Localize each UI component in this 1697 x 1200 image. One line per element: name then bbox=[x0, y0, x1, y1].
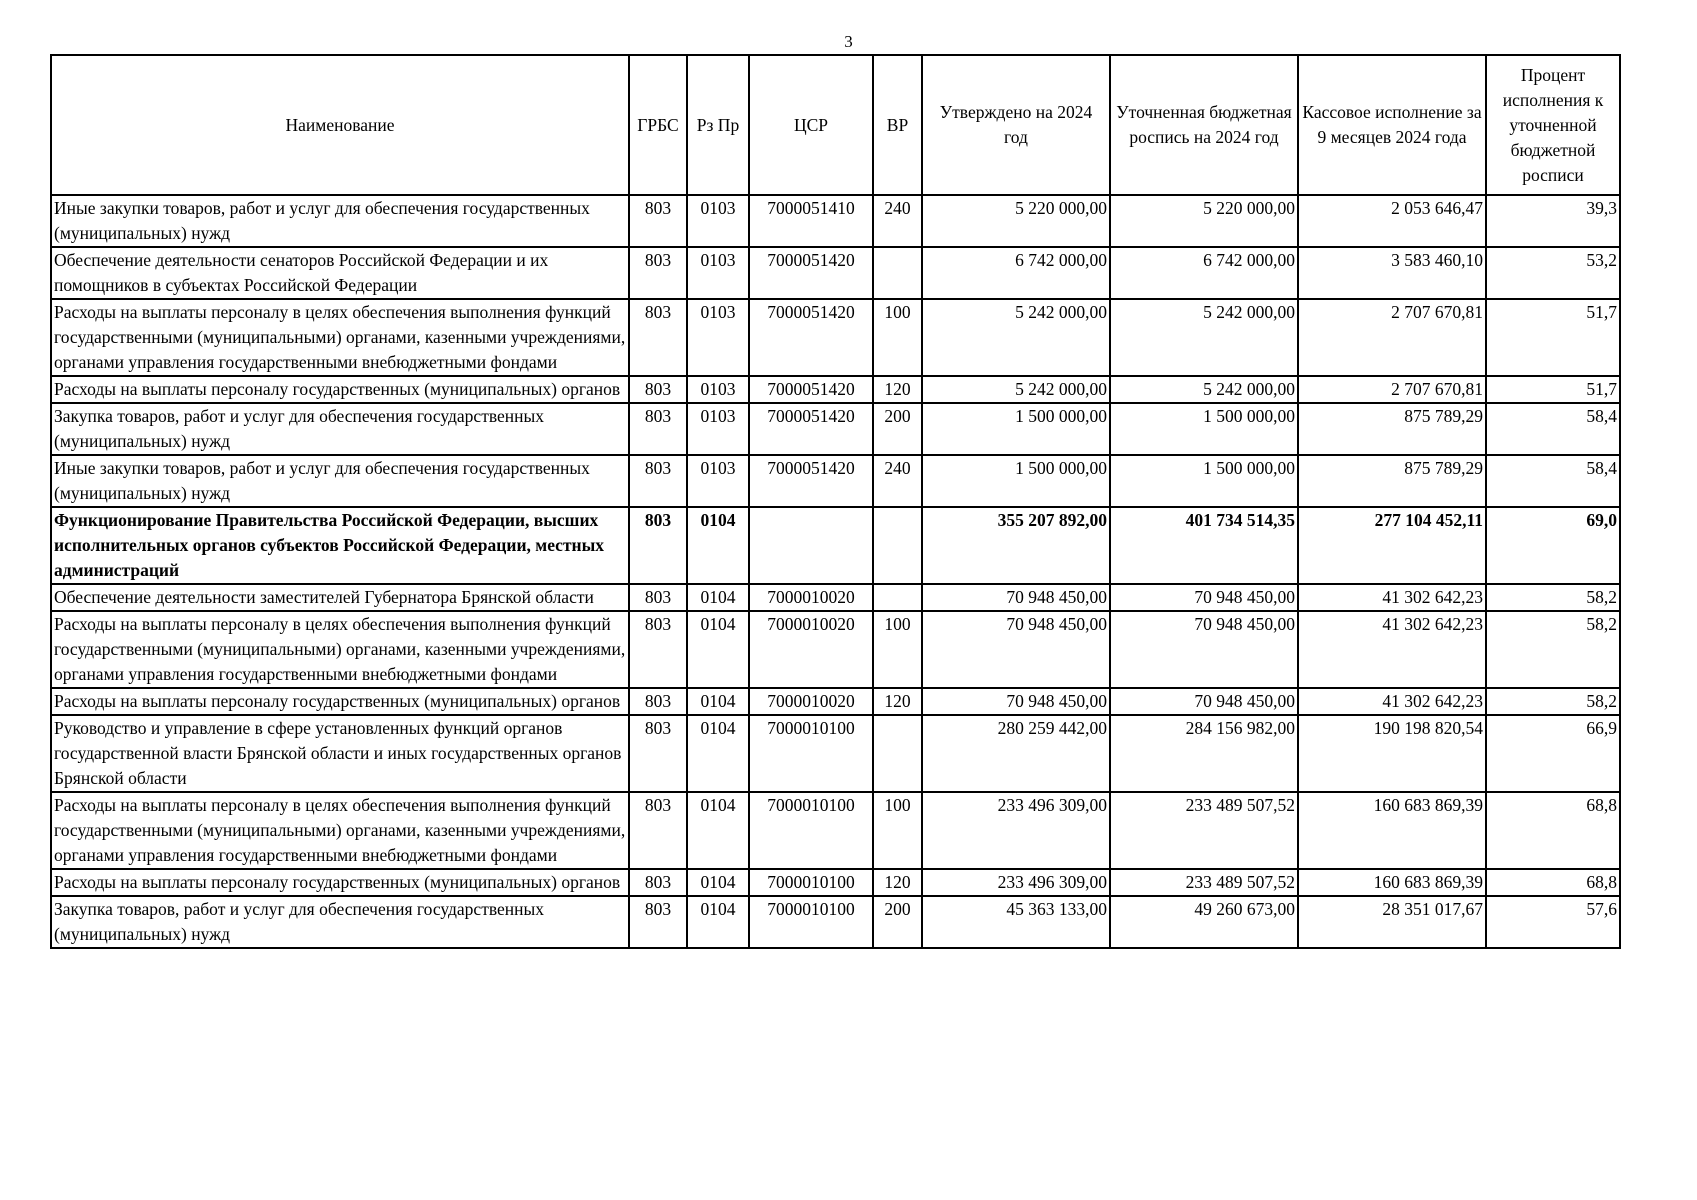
cell-vr: 240 bbox=[873, 455, 922, 507]
cell-rzpr: 0104 bbox=[687, 869, 749, 896]
cell-percent: 68,8 bbox=[1486, 792, 1620, 869]
cell-percent: 57,6 bbox=[1486, 896, 1620, 948]
cell-csr: 7000010100 bbox=[749, 715, 873, 792]
cell-refined: 1 500 000,00 bbox=[1110, 455, 1298, 507]
cell-refined: 5 242 000,00 bbox=[1110, 376, 1298, 403]
cell-cash: 875 789,29 bbox=[1298, 403, 1486, 455]
table-row bbox=[51, 584, 1620, 611]
budget-table bbox=[50, 54, 1621, 949]
cell-grbs: 803 bbox=[629, 455, 687, 507]
cell-name: Расходы на выплаты персоналу в целях обеспечения выполнения функций государственными (муниципальными) органами, казенными учреждениями, органами управления государственными внебюджетными фондами bbox=[51, 611, 629, 688]
cell-cash: 160 683 869,39 bbox=[1298, 792, 1486, 869]
col-header-approved: Утверждено на 2024 год bbox=[922, 55, 1110, 195]
table-row bbox=[51, 403, 1620, 455]
cell-csr: 7000010020 bbox=[749, 611, 873, 688]
cell-csr: 7000051420 bbox=[749, 376, 873, 403]
cell-approved: 5 242 000,00 bbox=[922, 299, 1110, 376]
cell-csr: 7000051410 bbox=[749, 195, 873, 247]
col-header-cash: Кассовое исполнение за 9 месяцев 2024 года bbox=[1298, 55, 1486, 195]
cell-name: Расходы на выплаты персоналу государственных (муниципальных) органов bbox=[51, 688, 629, 715]
cell-vr: 200 bbox=[873, 403, 922, 455]
cell-rzpr: 0104 bbox=[687, 792, 749, 869]
cell-grbs: 803 bbox=[629, 792, 687, 869]
cell-grbs: 803 bbox=[629, 869, 687, 896]
cell-name: Закупка товаров, работ и услуг для обеспечения государственных (муниципальных) нужд bbox=[51, 896, 629, 948]
cell-approved: 5 220 000,00 bbox=[922, 195, 1110, 247]
cell-vr: 120 bbox=[873, 688, 922, 715]
cell-percent: 53,2 bbox=[1486, 247, 1620, 299]
cell-vr: 240 bbox=[873, 195, 922, 247]
cell-percent: 51,7 bbox=[1486, 376, 1620, 403]
cell-vr: 120 bbox=[873, 869, 922, 896]
cell-approved: 355 207 892,00 bbox=[922, 507, 1110, 584]
cell-grbs: 803 bbox=[629, 611, 687, 688]
cell-refined: 5 242 000,00 bbox=[1110, 299, 1298, 376]
col-header-csr: ЦСР bbox=[749, 55, 873, 195]
cell-vr: 100 bbox=[873, 299, 922, 376]
col-header-vr: ВР bbox=[873, 55, 922, 195]
cell-refined: 49 260 673,00 bbox=[1110, 896, 1298, 948]
cell-percent: 58,2 bbox=[1486, 584, 1620, 611]
cell-cash: 190 198 820,54 bbox=[1298, 715, 1486, 792]
cell-approved: 1 500 000,00 bbox=[922, 403, 1110, 455]
col-header-name: Наименование bbox=[51, 55, 629, 195]
cell-percent: 58,4 bbox=[1486, 403, 1620, 455]
cell-name: Расходы на выплаты персоналу в целях обеспечения выполнения функций государственными (муниципальными) органами, казенными учреждениями, органами управления государственными внебюджетными фондами bbox=[51, 792, 629, 869]
cell-refined: 1 500 000,00 bbox=[1110, 403, 1298, 455]
cell-cash: 41 302 642,23 bbox=[1298, 688, 1486, 715]
cell-approved: 5 242 000,00 bbox=[922, 376, 1110, 403]
cell-refined: 233 489 507,52 bbox=[1110, 792, 1298, 869]
cell-approved: 233 496 309,00 bbox=[922, 869, 1110, 896]
table-row bbox=[51, 792, 1620, 869]
cell-cash: 277 104 452,11 bbox=[1298, 507, 1486, 584]
cell-rzpr: 0104 bbox=[687, 715, 749, 792]
cell-name: Расходы на выплаты персоналу государственных (муниципальных) органов bbox=[51, 869, 629, 896]
cell-rzpr: 0104 bbox=[687, 688, 749, 715]
cell-vr bbox=[873, 715, 922, 792]
table-row bbox=[51, 299, 1620, 376]
cell-grbs: 803 bbox=[629, 584, 687, 611]
cell-percent: 58,4 bbox=[1486, 455, 1620, 507]
cell-percent: 39,3 bbox=[1486, 195, 1620, 247]
cell-cash: 41 302 642,23 bbox=[1298, 611, 1486, 688]
cell-approved: 6 742 000,00 bbox=[922, 247, 1110, 299]
table-body bbox=[51, 195, 1620, 948]
cell-csr: 7000010020 bbox=[749, 688, 873, 715]
cell-rzpr: 0103 bbox=[687, 195, 749, 247]
header-row bbox=[51, 55, 1620, 195]
cell-name: Руководство и управление в сфере установленных функций органов государственной власти Брянской области и иных государственных органов Брянской области bbox=[51, 715, 629, 792]
cell-approved: 70 948 450,00 bbox=[922, 611, 1110, 688]
cell-grbs: 803 bbox=[629, 715, 687, 792]
cell-vr: 100 bbox=[873, 611, 922, 688]
col-header-percent: Процент исполнения к уточненной бюджетной росписи bbox=[1486, 55, 1620, 195]
cell-refined: 70 948 450,00 bbox=[1110, 688, 1298, 715]
cell-cash: 2 707 670,81 bbox=[1298, 376, 1486, 403]
cell-rzpr: 0103 bbox=[687, 403, 749, 455]
cell-approved: 70 948 450,00 bbox=[922, 688, 1110, 715]
cell-approved: 233 496 309,00 bbox=[922, 792, 1110, 869]
cell-refined: 6 742 000,00 bbox=[1110, 247, 1298, 299]
cell-rzpr: 0104 bbox=[687, 611, 749, 688]
cell-cash: 2 707 670,81 bbox=[1298, 299, 1486, 376]
cell-grbs: 803 bbox=[629, 195, 687, 247]
cell-percent: 51,7 bbox=[1486, 299, 1620, 376]
table-row bbox=[51, 376, 1620, 403]
table-row bbox=[51, 611, 1620, 688]
cell-percent: 58,2 bbox=[1486, 688, 1620, 715]
table-row bbox=[51, 688, 1620, 715]
cell-rzpr: 0104 bbox=[687, 896, 749, 948]
cell-cash: 2 053 646,47 bbox=[1298, 195, 1486, 247]
cell-rzpr: 0103 bbox=[687, 376, 749, 403]
cell-csr bbox=[749, 507, 873, 584]
cell-percent: 68,8 bbox=[1486, 869, 1620, 896]
col-header-rzpr: Рз Пр bbox=[687, 55, 749, 195]
cell-approved: 70 948 450,00 bbox=[922, 584, 1110, 611]
cell-grbs: 803 bbox=[629, 896, 687, 948]
cell-vr bbox=[873, 584, 922, 611]
cell-refined: 70 948 450,00 bbox=[1110, 584, 1298, 611]
cell-vr bbox=[873, 247, 922, 299]
cell-cash: 875 789,29 bbox=[1298, 455, 1486, 507]
cell-rzpr: 0104 bbox=[687, 584, 749, 611]
cell-percent: 58,2 bbox=[1486, 611, 1620, 688]
table-row bbox=[51, 247, 1620, 299]
cell-csr: 7000010100 bbox=[749, 896, 873, 948]
table-row bbox=[51, 455, 1620, 507]
cell-name: Закупка товаров, работ и услуг для обеспечения государственных (муниципальных) нужд bbox=[51, 403, 629, 455]
cell-csr: 7000051420 bbox=[749, 299, 873, 376]
table-row bbox=[51, 896, 1620, 948]
cell-name: Обеспечение деятельности заместителей Губернатора Брянской области bbox=[51, 584, 629, 611]
cell-percent: 66,9 bbox=[1486, 715, 1620, 792]
cell-name: Обеспечение деятельности сенаторов Российской Федерации и их помощников в субъектах Российской Федерации bbox=[51, 247, 629, 299]
cell-approved: 45 363 133,00 bbox=[922, 896, 1110, 948]
col-header-refined: Уточненная бюджетная роспись на 2024 год bbox=[1110, 55, 1298, 195]
cell-vr: 200 bbox=[873, 896, 922, 948]
cell-name: Расходы на выплаты персоналу государственных (муниципальных) органов bbox=[51, 376, 629, 403]
cell-csr: 7000010100 bbox=[749, 869, 873, 896]
cell-vr bbox=[873, 507, 922, 584]
cell-refined: 5 220 000,00 bbox=[1110, 195, 1298, 247]
cell-grbs: 803 bbox=[629, 376, 687, 403]
cell-refined: 284 156 982,00 bbox=[1110, 715, 1298, 792]
cell-rzpr: 0104 bbox=[687, 507, 749, 584]
cell-csr: 7000010100 bbox=[749, 792, 873, 869]
cell-refined: 233 489 507,52 bbox=[1110, 869, 1298, 896]
cell-approved: 280 259 442,00 bbox=[922, 715, 1110, 792]
cell-grbs: 803 bbox=[629, 507, 687, 584]
cell-cash: 41 302 642,23 bbox=[1298, 584, 1486, 611]
cell-percent: 69,0 bbox=[1486, 507, 1620, 584]
cell-csr: 7000051420 bbox=[749, 403, 873, 455]
cell-refined: 70 948 450,00 bbox=[1110, 611, 1298, 688]
cell-grbs: 803 bbox=[629, 688, 687, 715]
table-row bbox=[51, 869, 1620, 896]
cell-cash: 160 683 869,39 bbox=[1298, 869, 1486, 896]
col-header-grbs: ГРБС bbox=[629, 55, 687, 195]
table-row bbox=[51, 507, 1620, 584]
cell-rzpr: 0103 bbox=[687, 455, 749, 507]
cell-vr: 120 bbox=[873, 376, 922, 403]
cell-approved: 1 500 000,00 bbox=[922, 455, 1110, 507]
cell-csr: 7000051420 bbox=[749, 247, 873, 299]
cell-cash: 3 583 460,10 bbox=[1298, 247, 1486, 299]
cell-grbs: 803 bbox=[629, 403, 687, 455]
cell-name: Иные закупки товаров, работ и услуг для обеспечения государственных (муниципальных) нужд bbox=[51, 195, 629, 247]
cell-vr: 100 bbox=[873, 792, 922, 869]
cell-name: Расходы на выплаты персоналу в целях обеспечения выполнения функций государственными (муниципальными) органами, казенными учреждениями, органами управления государственными внебюджетными фондами bbox=[51, 299, 629, 376]
cell-refined: 401 734 514,35 bbox=[1110, 507, 1298, 584]
cell-rzpr: 0103 bbox=[687, 247, 749, 299]
cell-cash: 28 351 017,67 bbox=[1298, 896, 1486, 948]
cell-rzpr: 0103 bbox=[687, 299, 749, 376]
cell-name: Функционирование Правительства Российской Федерации, высших исполнительных органов субъектов Российской Федерации, местных администраций bbox=[51, 507, 629, 584]
cell-grbs: 803 bbox=[629, 299, 687, 376]
table-row bbox=[51, 195, 1620, 247]
table-row bbox=[51, 715, 1620, 792]
cell-name: Иные закупки товаров, работ и услуг для обеспечения государственных (муниципальных) нужд bbox=[51, 455, 629, 507]
cell-csr: 7000051420 bbox=[749, 455, 873, 507]
page-number: 3 bbox=[844, 32, 853, 51]
cell-csr: 7000010020 bbox=[749, 584, 873, 611]
cell-grbs: 803 bbox=[629, 247, 687, 299]
